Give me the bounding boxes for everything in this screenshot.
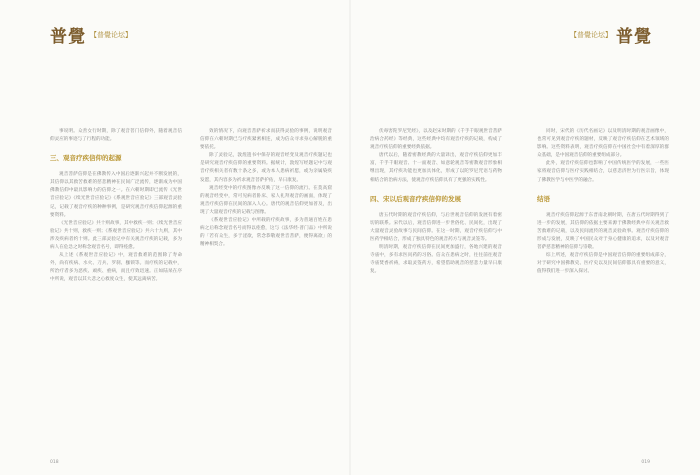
left-page-number: 018 <box>50 460 59 465</box>
paragraph: 此外，观音疗疾信仰也影响了中国传统医学的发展，一些医家将观音信仰与医疗实践相结合，以慈悲济世为行医宗旨，体现了佛教医学与中医学的融合。 <box>537 161 669 183</box>
section-heading: 四、宋以后观音疗疾信仰的发展 <box>370 194 461 203</box>
left-column-tag: 【普覺论坛】 <box>90 30 132 39</box>
paragraph: 《光世音应验记》共十则故事，其中救疾一则；《续光世音应验记》共十则，救疾一则；《系观世音应验记》共六十九则，其中涉及疾病者约十则。此三部灵验记中有关观音疗疾的记载，多为病人在危急之时称念观音名号，即得痊愈。 <box>50 220 182 251</box>
paragraph: 综上所述，观音疗疾信仰是中国观音信仰的重要组成部分，对于研究中国佛教史、医疗史以及民间信仰都具有重要的意义，值得我们进一步深入探讨。 <box>537 253 669 275</box>
paragraph: 观音菩萨信仰是在佛教传入中国后逐渐兴起并不断发展的，其信仰以其救苦救难的慈悲精神在民间广泛流传，逐渐成为中国佛教信仰中最具影响力的信仰之一。在六朝时期即已流传《光世音应验记》《续光世音应验记》《系观世音应验记》三部观音灵验记，记载了观音疗疾的种种事例，是研究观音疗疾信仰起源的重要资料。 <box>50 172 182 218</box>
paragraph: 效的情况下，向观音菩萨祈求而获得灵验的事例，说明观音信仰在六朝时期已与疗疾紧密相连，成为信众寻求身心解脱的重要依托。 <box>200 129 332 151</box>
right-page-header <box>566 22 652 47</box>
left-logo: 普覺 <box>50 27 86 47</box>
text-column-4 <box>537 128 669 276</box>
page-fold <box>349 0 351 475</box>
paragraph: 《系观世音应验记》中所载的疗疾故事，多为普通百姓在患病之后称念观音名号而得以痊愈，这与《法华经·普门品》中所说的「若有众生，多于淫欲，常念恭敬观世音菩萨，便得离欲」的精神相契合。 <box>200 218 332 248</box>
paragraph: 伏毒害陀罗尼咒经》，以及赵宋时期的《千手千眼观世音菩萨治病合药经》等经典，这些经典中均有观音疗疾的记载，构成了观音疗疾信仰的重要经典依据。 <box>370 129 502 151</box>
right-page-number: 019 <box>641 460 650 465</box>
right-column-tag: 【普覺论坛】 <box>570 30 612 39</box>
text-column-1 <box>50 128 182 285</box>
paragraph: 从上述《系观世音应验记》中，观音救难的范围除了寿命外，尚有疾病、水火、刀兵、罗刹、枷锁等。而疗疾的记载中，所治疗者多为恶疾、顽疾、重病，而且疗效迅速。正如陆杲在序中所说，观音以其大悲之心救度众生，使其远离病苦。 <box>50 253 182 283</box>
paragraph: 除了灵验记，敦煌遗书中保存的观音经变及观音疗疾题记也是研究观音疗疾信仰的重要资料。据统计，敦煌写经题记中与观音疗疾相关者有数十条之多，或为本人患病祈愿，或为亲属染疾发愿，其内容多为祈求观音菩萨护佑，早日康复。 <box>200 153 332 183</box>
paragraph: 明清时期，观音疗疾信仰在民间更加盛行，各地兴建的观音寺庙中，多有求医问药的习俗。信众在患病之时，往往前往观音寺庙焚香祈祷，求取灵签药方，希望借助观音的慈悲力量早日康复。 <box>370 245 502 275</box>
section-heading: 三、观音疗疾信仰的起源 <box>50 154 122 163</box>
right-logo: 普覺 <box>616 27 652 47</box>
text-column-2 <box>200 128 332 249</box>
paragraph: 唐五代时期的观音疗疾信仰，与后世观音信仰的发展有着密切的联系。宋代以后，观音信仰进一步世俗化、民间化，出现了大量观音灵验故事与民间信仰。在这一时期，观音疗疾信仰与中医药学相结合，形成了独具特色的观音药方与观音灵签等。 <box>370 212 502 242</box>
text-column-3 <box>370 128 502 276</box>
paragraph: 同时，宋代的《历代名画记》以及明清时期的观音画像中，也常可见到观音疗疾的题材，反映了观音疗疾信仰在艺术领域的影响。这些资料表明，观音疗疾信仰在中国社会中有着深厚的群众基础，是中国观音信仰的重要组成部分。 <box>537 129 669 159</box>
paragraph: 观音经变中的疗疾图像亦反映了这一信仰的流行。在莫高窟的观音经变中，常可见病者卧床、家人礼拜观音的画面，体现了观音疗疾信仰在民间的深入人心。唐代的观音信仰更加普及，出现了大量观音疗疾的记载与图像。 <box>200 185 332 215</box>
left-page-header <box>50 22 136 47</box>
paragraph: 事说明。众善女行时期，除了观音菩门信仰外，随着观音信仰灵应的事迹与了行程的功能。 <box>50 129 182 143</box>
section-heading: 结语 <box>537 194 550 203</box>
paragraph: 唐代以后，随着密教经典的大量译出，观音疗疾信仰更加丰富，千手千眼观音、十一面观音、如意轮观音等密教观音形象相继出现，其疗疾功能也更加具体化，形成了以陀罗尼咒语与药物相结合的治病方法，使观音疗疾信仰具有了更强的实践性。 <box>370 153 502 183</box>
paragraph: 观音疗疾信仰起源于东晋南北朝时期，在唐五代时期得到了进一步的发展，其信仰的依据主要来源于佛教经典中有关观音救苦救难的记载，以及民间流传的观音灵验故事。观音疗疾信仰的形成与发展，反映了中国民众对于身心健康的追求，以及对观音菩萨慈悲精神的信仰与崇敬。 <box>537 212 669 251</box>
